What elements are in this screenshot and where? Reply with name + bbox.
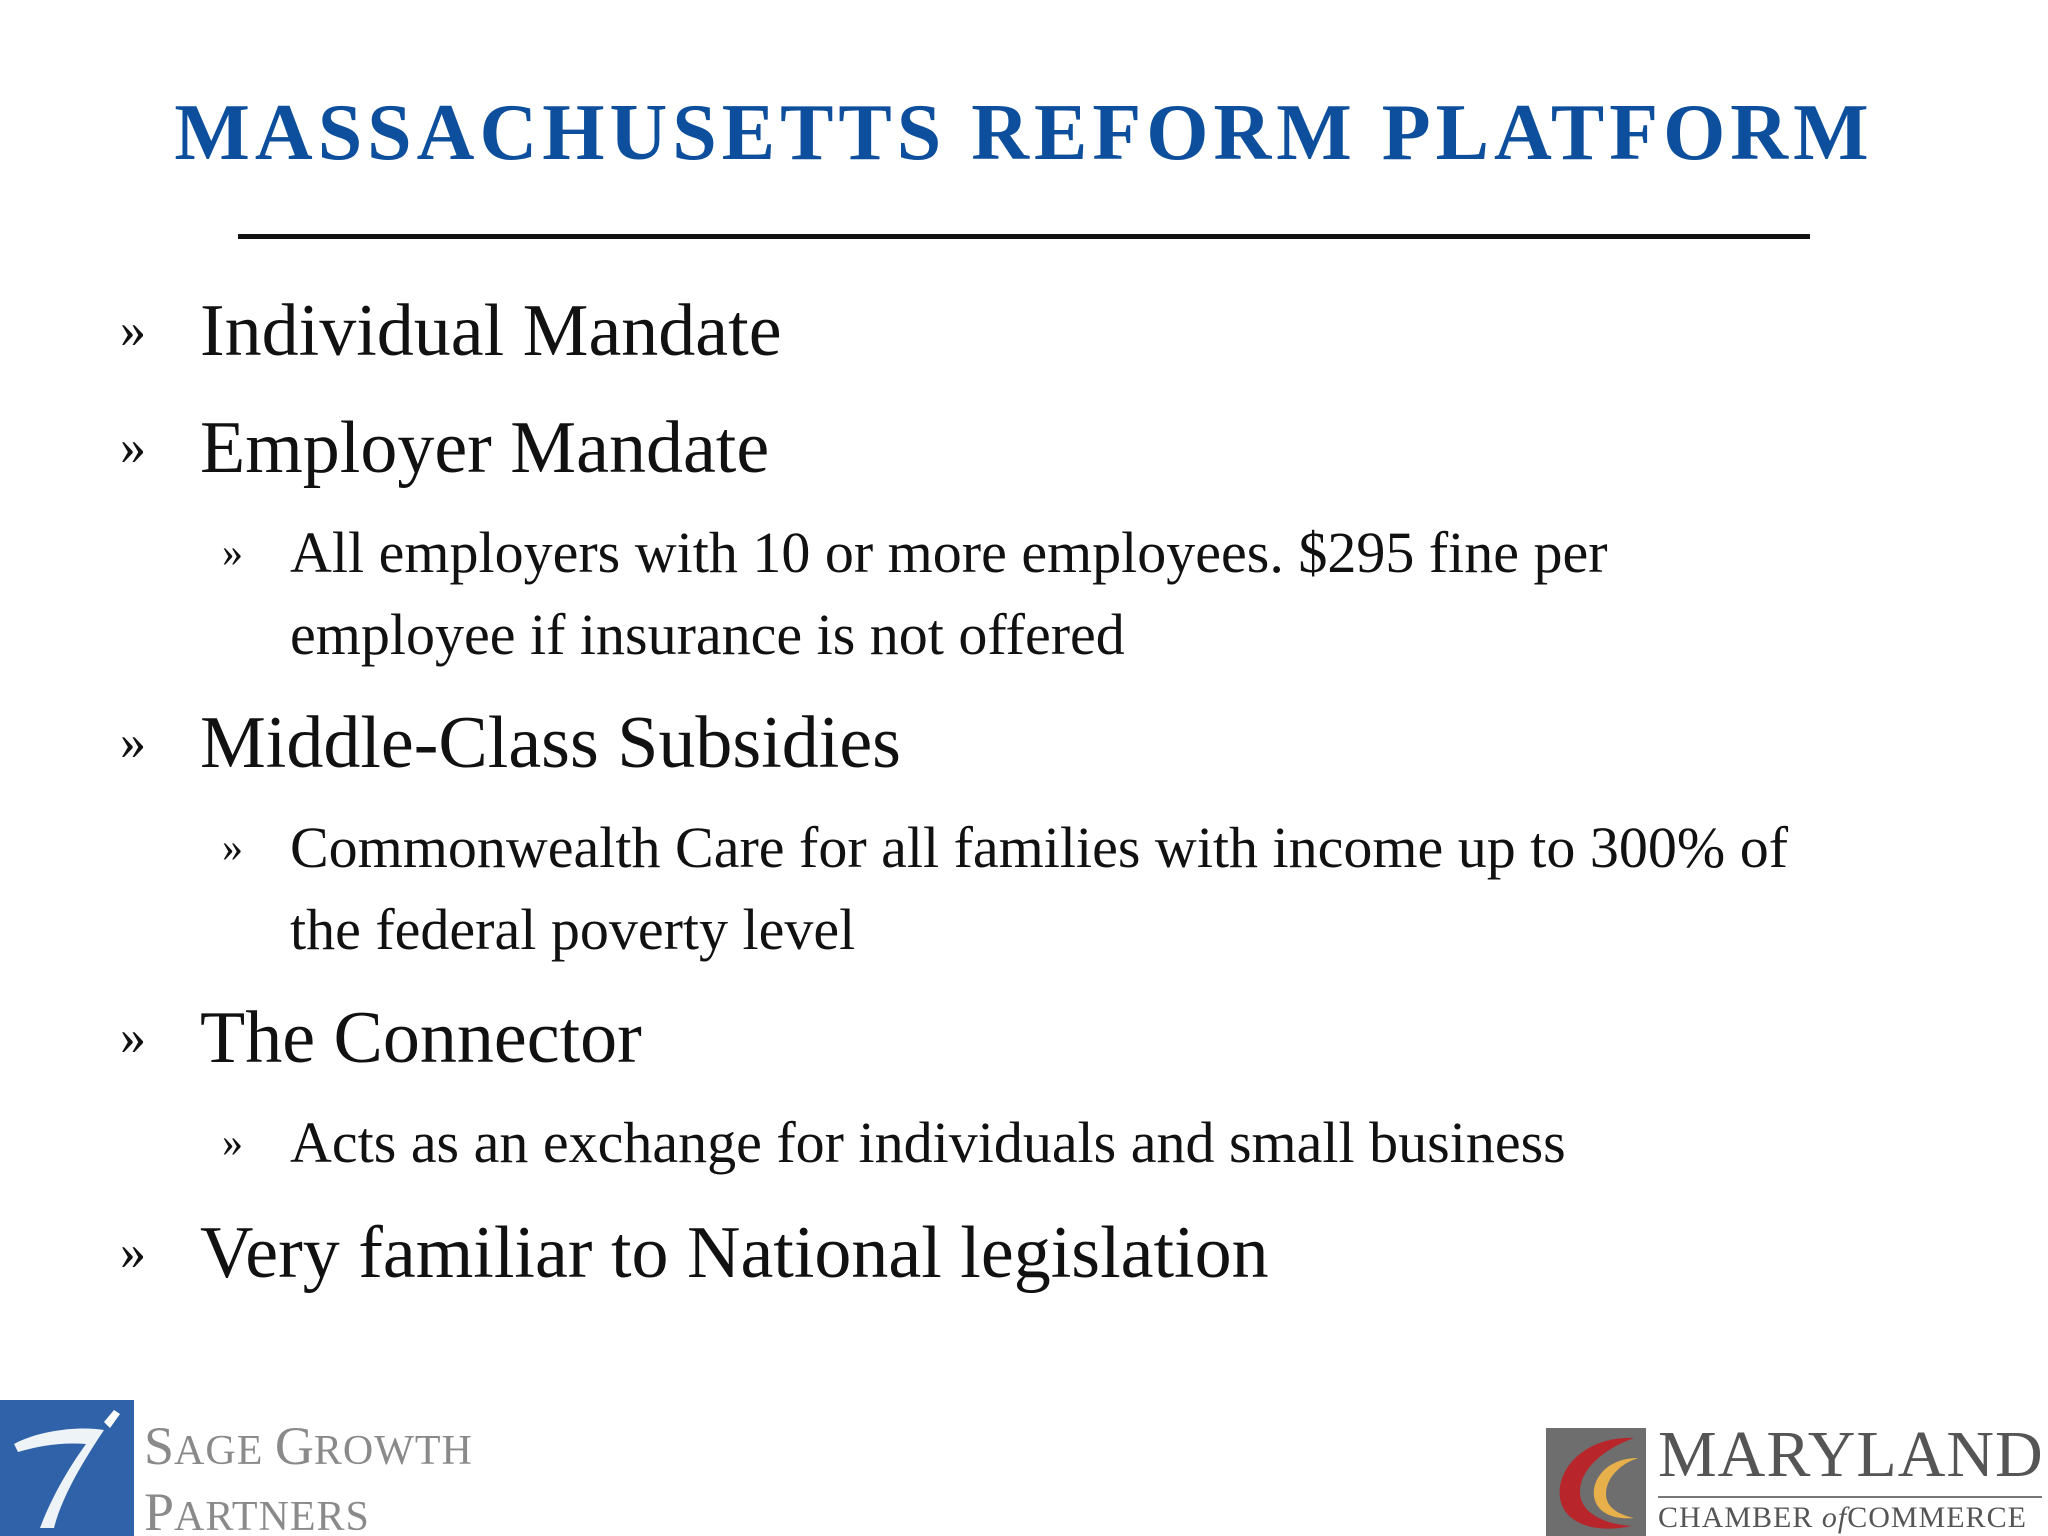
bullet-text: Very familiar to National legislation <box>200 1212 1269 1294</box>
maryland-logo-mark-icon <box>1546 1428 1646 1536</box>
maryland-sub-of: of <box>1821 1501 1848 1534</box>
bullet-marker: » <box>120 1224 146 1281</box>
sub-bullet-marker: » <box>222 530 243 576</box>
maryland-sub-commerce: COMMERCE <box>1847 1501 2027 1534</box>
bullet-marker: » <box>120 714 146 771</box>
sub-bullet-marker: » <box>222 1120 243 1166</box>
sage-logo-mark-icon <box>0 1400 134 1536</box>
bullet-text: The Connector <box>200 997 642 1079</box>
sage-logo-wordmark <box>144 1416 473 1536</box>
sage-seven-glyph-icon <box>0 1400 134 1536</box>
bullet-marker: » <box>120 1009 146 1066</box>
bullet-marker: » <box>120 302 146 359</box>
sage-word-age: AGE <box>174 1428 275 1474</box>
maryland-divider <box>1658 1496 2042 1498</box>
sage-initial-p: P <box>144 1482 175 1536</box>
maryland-c-swoosh-icon <box>1546 1428 1646 1536</box>
maryland-wordmark: MARYLAND <box>1658 1418 2044 1491</box>
bullet-marker: » <box>120 419 146 476</box>
sage-word-artners: ARTNERS <box>174 1494 370 1536</box>
maryland-chamber-logo <box>1546 1420 2048 1536</box>
sage-growth-partners-logo <box>0 1400 548 1536</box>
sub-bullet-text: All employers with 10 or more employees. $295 fine per employee if insurance is not offered <box>290 520 1608 667</box>
slide-title: MASSACHUSETTS REFORM PLATFORM <box>174 89 1874 177</box>
sage-word-rowth: ROWTH <box>313 1428 473 1474</box>
maryland-sub-chamber: CHAMBER <box>1658 1501 1822 1534</box>
maryland-subtitle <box>1658 1500 2027 1536</box>
bullet-text: Employer Mandate <box>200 407 770 489</box>
bullet-text: Middle-Class Subsidies <box>200 702 901 784</box>
sub-bullet-text: Commonwealth Care for all families with income up to 300% of the federal poverty level <box>290 815 1789 962</box>
sage-initial-s: S <box>144 1416 175 1476</box>
sub-bullet-marker: » <box>222 825 243 871</box>
bullet-text: Individual Mandate <box>200 290 782 372</box>
sage-initial-g: G <box>274 1416 314 1476</box>
sub-bullet-text: Acts as an exchange for individuals and small business <box>290 1110 1566 1175</box>
